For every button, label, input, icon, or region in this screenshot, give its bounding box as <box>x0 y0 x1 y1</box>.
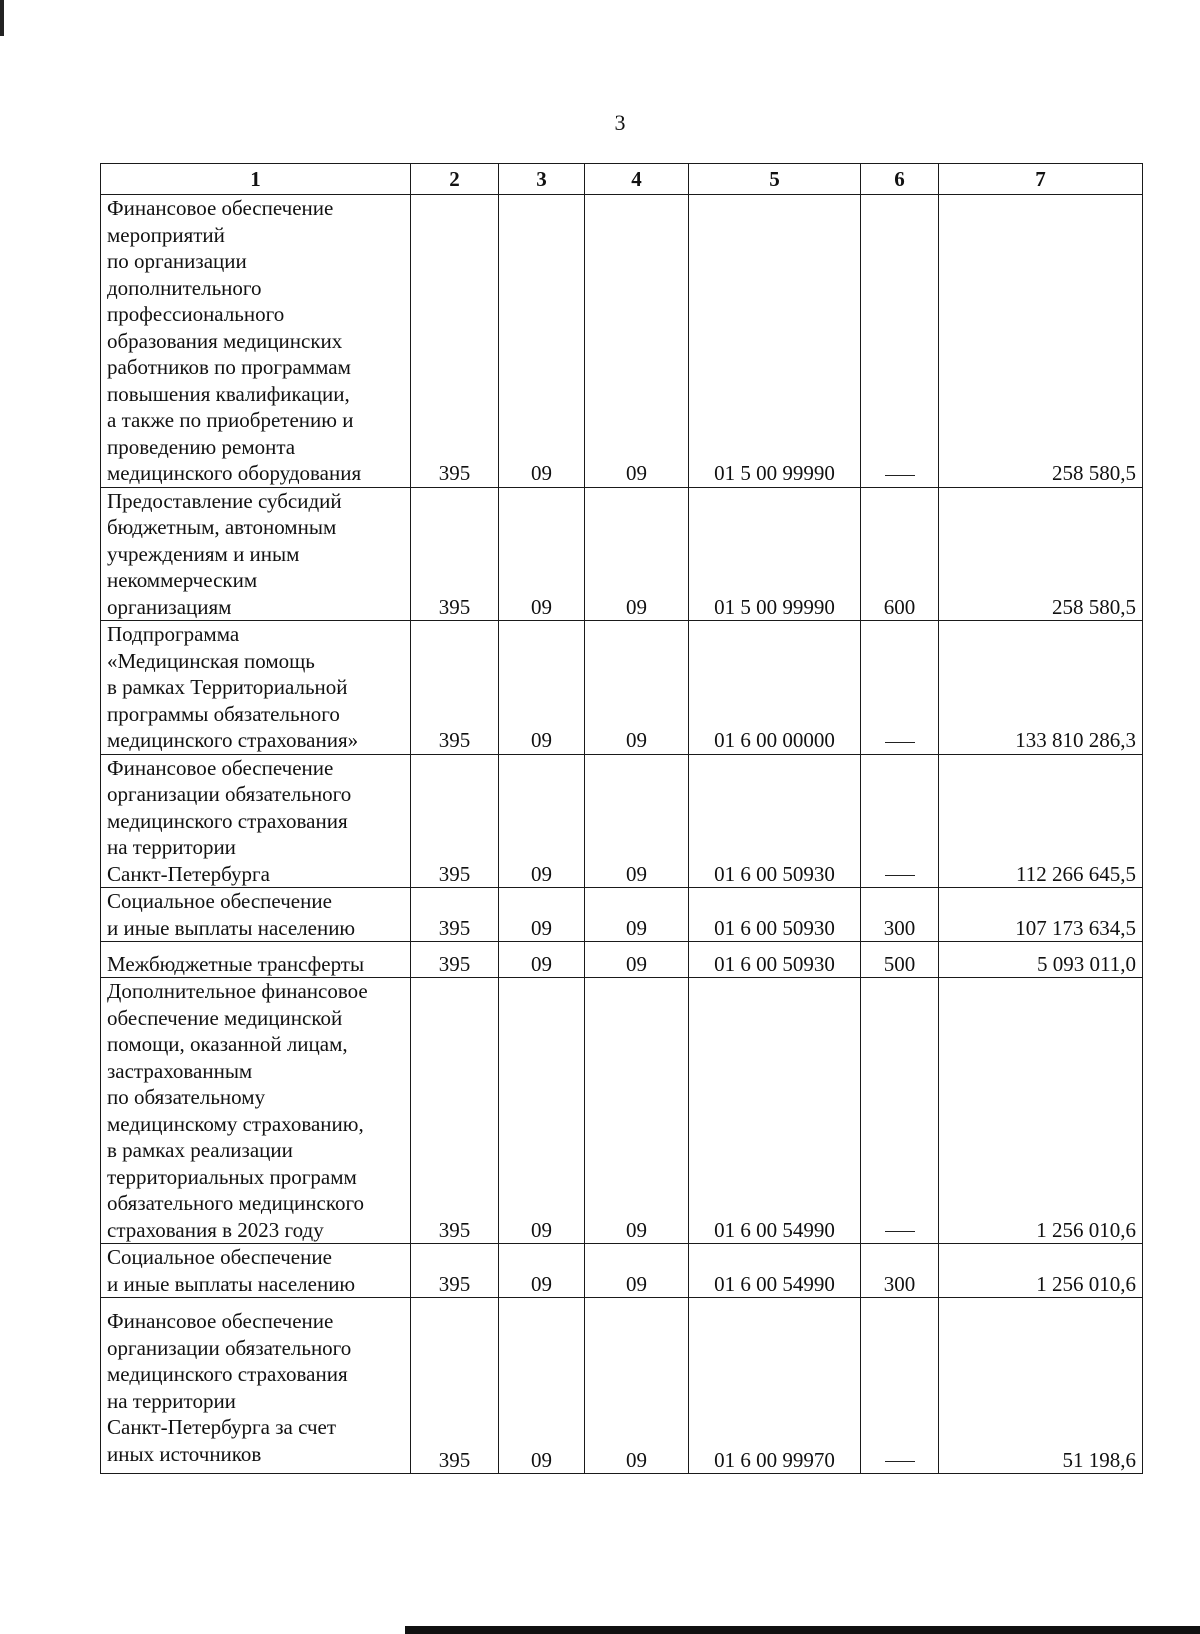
col-header-7: 7 <box>939 164 1143 195</box>
target-article-code: 01 5 00 99990 <box>689 487 861 621</box>
section-code: 09 <box>499 754 585 888</box>
section-code: 09 <box>499 195 585 488</box>
section-code: 09 <box>499 621 585 755</box>
section-code: 09 <box>499 978 585 1244</box>
expense-type-code: 300 <box>861 888 939 942</box>
ministry-code: 395 <box>411 888 499 942</box>
item-name: Предоставление субсидий бюджетным, автономным учреждениям и иным некоммерческим организациям <box>101 487 411 621</box>
ministry-code: 395 <box>411 1244 499 1298</box>
subsection-code: 09 <box>585 1244 689 1298</box>
subsection-code: 09 <box>585 195 689 488</box>
target-article-code: 01 6 00 50930 <box>689 942 861 978</box>
expense-type-cell <box>861 621 939 755</box>
dash-mark <box>885 742 915 743</box>
target-article-code: 01 6 00 00000 <box>689 621 861 755</box>
table-row <box>101 487 1143 621</box>
expense-type-cell <box>861 1298 939 1474</box>
scan-bottom-edge <box>405 1626 1200 1634</box>
subsection-code: 09 <box>585 754 689 888</box>
amount: 133 810 286,3 <box>939 621 1143 755</box>
item-name: Дополнительное финансовое обеспечение медицинской помощи, оказанной лицам, застрахованным по обязательному медицинскому страхованию, в рамках реализации территориальных программ обязательного медицинского страхования в 2023 году <box>101 978 411 1244</box>
item-name: Финансовое обеспечение организации обязательного медицинского страхования на территории Санкт-Петербурга <box>101 754 411 888</box>
table-row <box>101 942 1143 978</box>
amount: 51 198,6 <box>939 1298 1143 1474</box>
ministry-code: 395 <box>411 754 499 888</box>
amount: 258 580,5 <box>939 195 1143 488</box>
ministry-code: 395 <box>411 942 499 978</box>
table-row <box>101 888 1143 942</box>
section-code: 09 <box>499 888 585 942</box>
amount: 107 173 634,5 <box>939 888 1143 942</box>
table-row <box>101 1244 1143 1298</box>
target-article-code: 01 6 00 50930 <box>689 888 861 942</box>
amount: 1 256 010,6 <box>939 1244 1143 1298</box>
section-code: 09 <box>499 1298 585 1474</box>
amount: 258 580,5 <box>939 487 1143 621</box>
ministry-code: 395 <box>411 978 499 1244</box>
item-name: Социальное обеспечение и иные выплаты населению <box>101 888 411 942</box>
target-article-code: 01 6 00 99970 <box>689 1298 861 1474</box>
expense-type-code: 300 <box>861 1244 939 1298</box>
col-header-5: 5 <box>689 164 861 195</box>
amount: 5 093 011,0 <box>939 942 1143 978</box>
item-name: Финансовое обеспечение мероприятий по организации дополнительного профессионального образования медицинских работников по программам повышения квалификации, а также по приобретению и проведению ремонта медицинского оборудования <box>101 195 411 488</box>
dash-mark <box>885 875 915 876</box>
dash-mark <box>885 475 915 476</box>
table-row <box>101 195 1143 488</box>
subsection-code: 09 <box>585 1298 689 1474</box>
section-code: 09 <box>499 942 585 978</box>
item-name: Межбюджетные трансферты <box>101 942 411 978</box>
table-row <box>101 1298 1143 1474</box>
expense-type-cell <box>861 978 939 1244</box>
expense-type-code: 500 <box>861 942 939 978</box>
subsection-code: 09 <box>585 487 689 621</box>
ministry-code: 395 <box>411 195 499 488</box>
ministry-code: 395 <box>411 621 499 755</box>
col-header-1: 1 <box>101 164 411 195</box>
budget-table <box>100 163 1143 1474</box>
subsection-code: 09 <box>585 978 689 1244</box>
expense-type-cell <box>861 195 939 488</box>
dash-mark <box>885 1461 915 1462</box>
subsection-code: 09 <box>585 621 689 755</box>
col-header-6: 6 <box>861 164 939 195</box>
page-number: 3 <box>614 110 626 135</box>
amount: 1 256 010,6 <box>939 978 1143 1244</box>
subsection-code: 09 <box>585 888 689 942</box>
section-code: 09 <box>499 1244 585 1298</box>
amount: 112 266 645,5 <box>939 754 1143 888</box>
header-row <box>101 164 1143 195</box>
expense-type-code: 600 <box>861 487 939 621</box>
col-header-2: 2 <box>411 164 499 195</box>
col-header-4: 4 <box>585 164 689 195</box>
col-header-3: 3 <box>499 164 585 195</box>
item-name: Социальное обеспечение и иные выплаты населению <box>101 1244 411 1298</box>
item-name: Финансовое обеспечение организации обязательного медицинского страхования на территории Санкт-Петербурга за счет иных источников <box>101 1298 411 1474</box>
dash-mark <box>885 1231 915 1232</box>
target-article-code: 01 6 00 50930 <box>689 754 861 888</box>
scan-edge-mark <box>0 0 4 36</box>
table-row <box>101 978 1143 1244</box>
expense-type-cell <box>861 754 939 888</box>
ministry-code: 395 <box>411 1298 499 1474</box>
target-article-code: 01 5 00 99990 <box>689 195 861 488</box>
section-code: 09 <box>499 487 585 621</box>
target-article-code: 01 6 00 54990 <box>689 1244 861 1298</box>
table-row <box>101 754 1143 888</box>
item-name: Подпрограмма «Медицинская помощь в рамках Территориальной программы обязательного медицинского страхования» <box>101 621 411 755</box>
table-row <box>101 621 1143 755</box>
ministry-code: 395 <box>411 487 499 621</box>
target-article-code: 01 6 00 54990 <box>689 978 861 1244</box>
subsection-code: 09 <box>585 942 689 978</box>
